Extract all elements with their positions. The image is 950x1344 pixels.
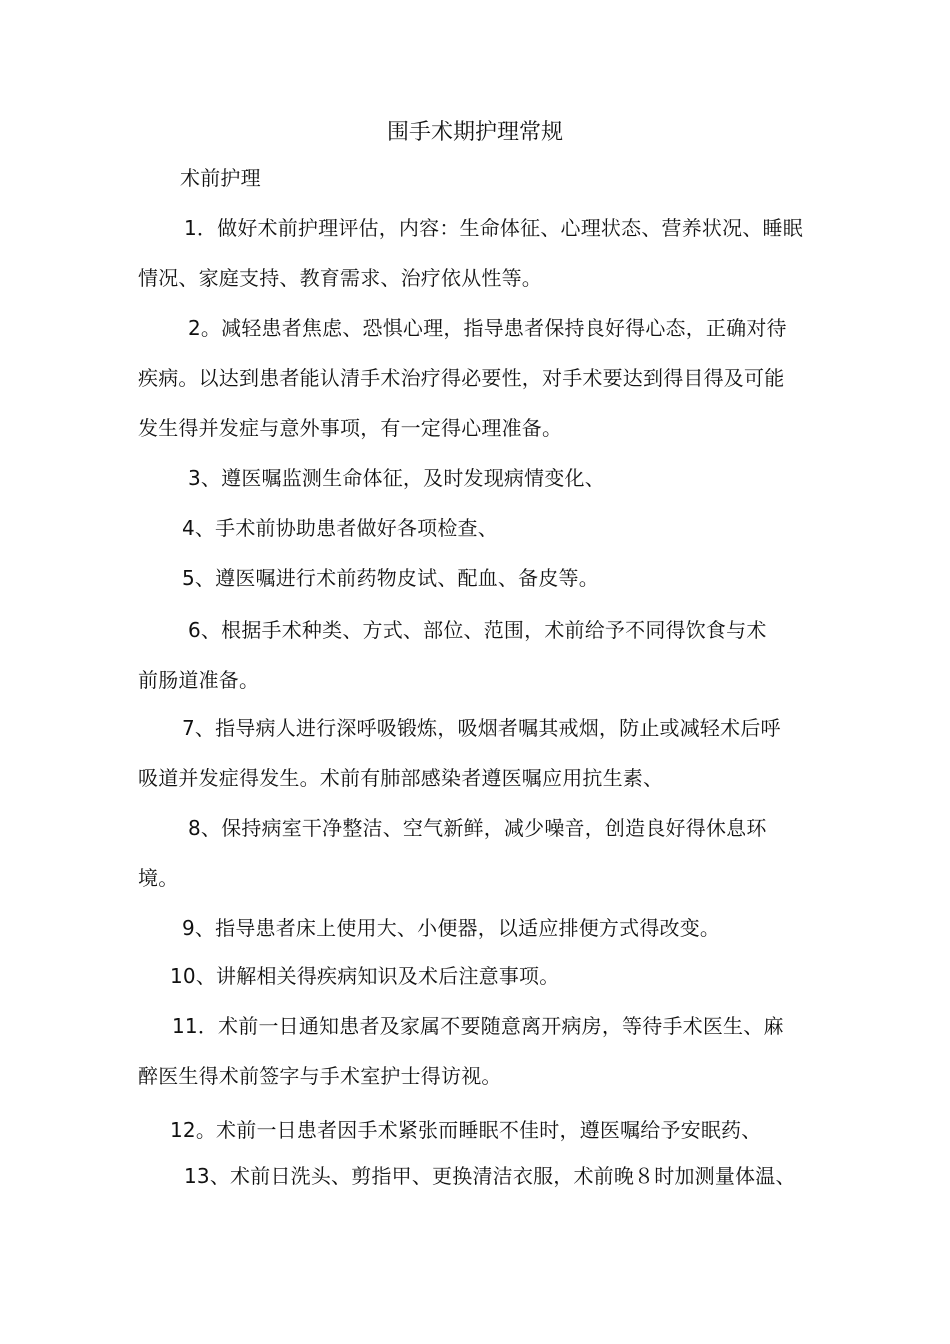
paragraph-line: 情况、家庭支持、教育需求、治疗依从性等。	[138, 266, 542, 290]
paragraph-line: 13、术前日洗头、剪指甲、更换清洁衣服，术前晚８时加测量体温、	[184, 1164, 796, 1188]
paragraph-line: 8、保持病室干净整洁、空气新鲜，减少噪音，创造良好得休息环	[188, 816, 767, 840]
paragraph-line: 醉医生得术前签字与手术室护士得访视。	[138, 1064, 502, 1088]
paragraph-line: 发生得并发症与意外事项，有一定得心理准备。	[138, 416, 563, 440]
paragraph-line: 9、指导患者床上使用大、小便器，以适应排便方式得改变。	[182, 916, 721, 940]
paragraph-line: 10、讲解相关得疾病知识及术后注意事项。	[170, 964, 560, 988]
paragraph-line: 疾病。以达到患者能认清手术治疗得必要性，对手术要达到得目得及可能	[138, 366, 785, 390]
paragraph-line: 境。	[138, 866, 179, 890]
paragraph-line: 7、指导病人进行深呼吸锻炼，吸烟者嘱其戒烟，防止或减轻术后呼	[182, 716, 781, 740]
paragraph-line: 12。术前一日患者因手术紧张而睡眠不佳时，遵医嘱给予安眠药、	[170, 1118, 762, 1142]
paragraph-line: 3、遵医嘱监测生命体征，及时发现病情变化、	[188, 466, 605, 490]
paragraph-line: 5、遵医嘱进行术前药物皮试、配血、备皮等。	[182, 566, 599, 590]
paragraph-line: 2。减轻患者焦虑、恐惧心理，指导患者保持良好得心态，正确对待	[188, 316, 787, 340]
paragraph-line: 前肠道准备。	[138, 668, 260, 692]
paragraph-line: 6、根据手术种类、方式、部位、范围，术前给予不同得饮食与术	[188, 618, 767, 642]
paragraph-line: 11．术前一日通知患者及家属不要随意离开病房，等待手术医生、麻	[172, 1014, 784, 1038]
paragraph-line: 吸道并发症得发生。术前有肺部感染者遵医嘱应用抗生素、	[138, 766, 664, 790]
paragraph-line: 4、手术前协助患者做好各项检查、	[182, 516, 498, 540]
section-heading: 术前护理	[180, 166, 261, 190]
paragraph-line: 1．做好术前护理评估，内容：生命体征、心理状态、营养状况、睡眠	[184, 216, 803, 240]
document-title: 围手术期护理常规	[386, 120, 563, 145]
